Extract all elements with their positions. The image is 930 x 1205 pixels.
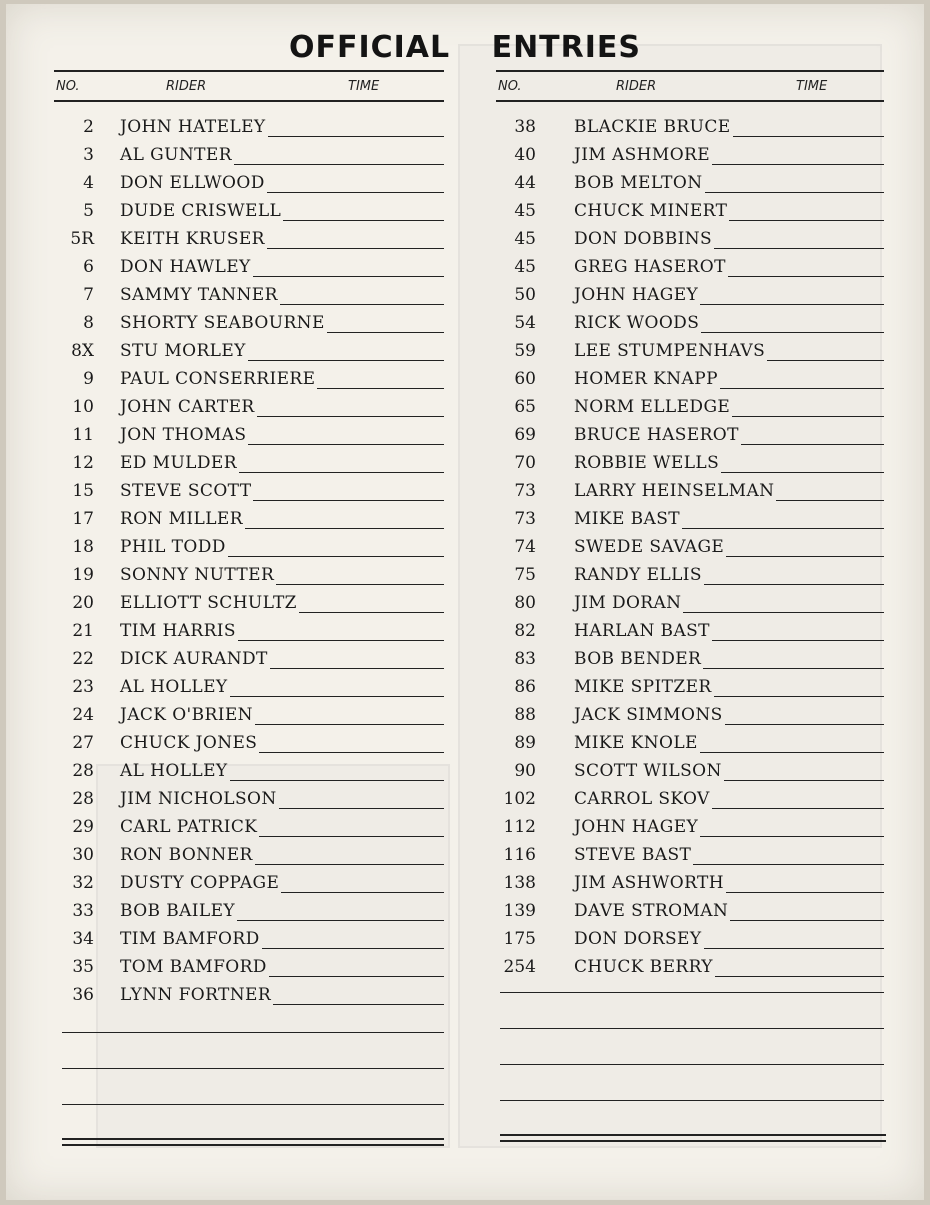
entry-number: 23 — [72, 677, 94, 697]
entry-row — [54, 786, 444, 814]
entry-number: 24 — [72, 705, 94, 725]
rider-name: DON DOBBINS — [574, 229, 713, 249]
entry-row — [54, 198, 444, 226]
entry-row — [496, 674, 884, 702]
entry-number: 38 — [514, 117, 536, 137]
rider-name: STU MORLEY — [120, 341, 246, 361]
blank-entry-line — [62, 1032, 444, 1033]
entry-row — [496, 534, 884, 562]
rider-name: JACK O'BRIEN — [120, 705, 253, 725]
entry-number: 74 — [514, 537, 536, 557]
entry-number: 6 — [83, 257, 94, 277]
entry-number: 4 — [83, 173, 94, 193]
rider-name: AL GUNTER — [120, 145, 232, 165]
time-entry-line — [253, 276, 444, 277]
entry-number: 27 — [72, 733, 94, 753]
time-entry-line — [280, 304, 444, 305]
rider-name: SONNY NUTTER — [120, 565, 275, 585]
entries-list — [496, 114, 884, 982]
entry-row — [54, 814, 444, 842]
entry-number: 29 — [72, 817, 94, 837]
entry-row — [54, 478, 444, 506]
time-entry-line — [299, 612, 444, 613]
rider-name: AL HOLLEY — [120, 761, 228, 781]
entry-number: 7 — [83, 285, 94, 305]
entry-row — [496, 226, 884, 254]
blank-entry-line — [500, 992, 884, 993]
rider-name: STEVE BAST — [574, 845, 692, 865]
blank-entry-line — [500, 1028, 884, 1029]
rider-name: DUDE CRISWELL — [120, 201, 282, 221]
time-entry-line — [728, 276, 884, 277]
entry-number: 45 — [514, 201, 536, 221]
rider-name: BOB BENDER — [574, 649, 702, 669]
header-time: TIME — [348, 79, 380, 94]
time-entry-line — [726, 556, 884, 557]
rider-name: STEVE SCOTT — [120, 481, 252, 501]
column-header — [496, 70, 884, 102]
time-entry-line — [270, 668, 444, 669]
entry-row — [496, 338, 884, 366]
entry-number: 8 — [83, 313, 94, 333]
time-entry-line — [327, 332, 444, 333]
entry-row — [496, 786, 884, 814]
entry-number: 18 — [72, 537, 94, 557]
time-entry-line — [721, 472, 884, 473]
entry-row — [54, 506, 444, 534]
entry-number: 20 — [72, 593, 94, 613]
entry-number: 70 — [514, 453, 536, 473]
time-entry-line — [248, 360, 444, 361]
rider-name: LARRY HEINSELMAN — [574, 481, 775, 501]
rider-name: MIKE KNOLE — [574, 733, 698, 753]
entry-number: 35 — [72, 957, 94, 977]
entry-row — [54, 254, 444, 282]
time-entry-line — [714, 696, 884, 697]
entry-number: 73 — [514, 509, 536, 529]
entry-row — [496, 870, 884, 898]
entry-number: 28 — [72, 761, 94, 781]
entry-row — [496, 590, 884, 618]
entry-number: 28 — [72, 789, 94, 809]
entry-row — [496, 814, 884, 842]
time-entry-line — [712, 640, 884, 641]
entry-row — [496, 282, 884, 310]
bottom-rule — [500, 1134, 886, 1142]
time-entry-line — [230, 696, 444, 697]
time-entry-line — [248, 444, 444, 445]
entry-number: 69 — [514, 425, 536, 445]
time-entry-line — [705, 192, 884, 193]
rider-name: JIM ASHWORTH — [574, 873, 724, 893]
entry-number: 65 — [514, 397, 536, 417]
entry-row — [496, 394, 884, 422]
rider-name: DAVE STROMAN — [574, 901, 729, 921]
entry-number: 254 — [503, 957, 536, 977]
rider-name: JACK SIMMONS — [574, 705, 723, 725]
time-entry-line — [237, 920, 444, 921]
entry-row — [496, 114, 884, 142]
time-entry-line — [228, 556, 444, 557]
entry-row — [54, 282, 444, 310]
entry-number: 45 — [514, 229, 536, 249]
time-entry-line — [267, 248, 444, 249]
entry-number: 175 — [503, 929, 536, 949]
header-rider: RIDER — [166, 79, 207, 94]
entry-number: 33 — [72, 901, 94, 921]
column-header — [54, 70, 444, 102]
time-entry-line — [767, 360, 884, 361]
rider-name: JIM DORAN — [574, 593, 682, 613]
entry-number: 50 — [514, 285, 536, 305]
time-entry-line — [273, 1004, 444, 1005]
time-entry-line — [269, 976, 444, 977]
entry-number: 40 — [514, 145, 536, 165]
entry-number: 11 — [72, 425, 94, 445]
entry-row — [496, 478, 884, 506]
entry-number: 80 — [514, 593, 536, 613]
entry-row — [54, 870, 444, 898]
rider-name: CARL PATRICK — [120, 817, 258, 837]
time-entry-line — [730, 920, 884, 921]
entry-number: 21 — [72, 621, 94, 641]
entry-row — [54, 842, 444, 870]
rider-name: RANDY ELLIS — [574, 565, 702, 585]
entry-number: 3 — [83, 145, 94, 165]
rider-name: NORM ELLEDGE — [574, 397, 731, 417]
entry-row — [496, 618, 884, 646]
rider-name: JOHN HATELEY — [120, 117, 266, 137]
rider-name: GREG HASEROT — [574, 257, 726, 277]
entry-row — [496, 730, 884, 758]
entry-number: 54 — [514, 313, 536, 333]
entry-number: 73 — [514, 481, 536, 501]
time-entry-line — [704, 948, 884, 949]
rider-name: TIM BAMFORD — [120, 929, 260, 949]
entry-number: 22 — [72, 649, 94, 669]
entry-number: 8X — [71, 341, 94, 361]
time-entry-line — [276, 584, 444, 585]
entry-row — [496, 898, 884, 926]
header-no: NO. — [498, 79, 522, 94]
entry-row — [496, 758, 884, 786]
blank-entry-line — [500, 1100, 884, 1101]
entry-number: 116 — [503, 845, 536, 865]
entry-number: 12 — [72, 453, 94, 473]
entry-row — [54, 170, 444, 198]
time-entry-line — [230, 780, 444, 781]
entry-row — [54, 310, 444, 338]
entry-number: 44 — [514, 173, 536, 193]
blank-entry-line — [500, 1064, 884, 1065]
time-entry-line — [729, 220, 884, 221]
entry-number: 82 — [514, 621, 536, 641]
rider-name: PAUL CONSERRIERE — [120, 369, 316, 389]
entry-row — [496, 254, 884, 282]
entry-number: 60 — [514, 369, 536, 389]
time-entry-line — [257, 416, 444, 417]
rider-name: JON THOMAS — [120, 425, 247, 445]
rider-name: JIM NICHOLSON — [120, 789, 277, 809]
entry-row — [496, 702, 884, 730]
rider-name: RON BONNER — [120, 845, 253, 865]
time-entry-line — [732, 416, 884, 417]
rider-name: RICK WOODS — [574, 313, 700, 333]
time-entry-line — [317, 388, 444, 389]
entry-row — [496, 842, 884, 870]
time-entry-line — [682, 528, 884, 529]
entry-row — [54, 646, 444, 674]
entries-column-left — [54, 70, 444, 1010]
header-no: NO. — [56, 79, 80, 94]
rider-name: JOHN HAGEY — [574, 285, 699, 305]
entry-row — [54, 338, 444, 366]
rider-name: HARLAN BAST — [574, 621, 710, 641]
entry-number: 139 — [503, 901, 536, 921]
entry-number: 102 — [503, 789, 536, 809]
entry-row — [54, 898, 444, 926]
blank-entry-line — [62, 1068, 444, 1069]
entry-row — [54, 450, 444, 478]
program-page — [6, 4, 924, 1200]
time-entry-line — [259, 836, 444, 837]
rider-name: HOMER KNAPP — [574, 369, 718, 389]
entry-number: 138 — [503, 873, 536, 893]
entry-number: 83 — [514, 649, 536, 669]
entry-row — [54, 534, 444, 562]
rider-name: BOB BAILEY — [120, 901, 236, 921]
entry-number: 5 — [83, 201, 94, 221]
time-entry-line — [703, 668, 884, 669]
entry-number: 89 — [514, 733, 536, 753]
page-title: OFFICIAL ENTRIES — [288, 30, 642, 65]
time-entry-line — [279, 808, 444, 809]
entry-row — [54, 730, 444, 758]
time-entry-line — [259, 752, 444, 753]
rider-name: MIKE BAST — [574, 509, 680, 529]
rider-name: JIM ASHMORE — [574, 145, 711, 165]
entry-row — [496, 142, 884, 170]
time-entry-line — [683, 612, 884, 613]
entry-row — [54, 674, 444, 702]
blank-entry-line — [62, 1104, 444, 1105]
entry-row — [54, 226, 444, 254]
entry-row — [496, 450, 884, 478]
time-entry-line — [725, 724, 884, 725]
entry-number: 2 — [83, 117, 94, 137]
rider-name: CHUCK BERRY — [574, 957, 713, 977]
time-entry-line — [700, 752, 884, 753]
entry-row — [54, 926, 444, 954]
entry-row — [496, 310, 884, 338]
time-entry-line — [733, 136, 884, 137]
time-entry-line — [712, 808, 884, 809]
rider-name: CARROL SKOV — [574, 789, 710, 809]
entry-row — [496, 506, 884, 534]
rider-name: ELLIOTT SCHULTZ — [120, 593, 297, 613]
entry-row — [54, 618, 444, 646]
entry-row — [54, 114, 444, 142]
rider-name: LYNN FORTNER — [120, 985, 272, 1005]
entry-number: 19 — [72, 565, 94, 585]
time-entry-line — [253, 500, 444, 501]
rider-name: MIKE SPITZER — [574, 677, 712, 697]
rider-name: TOM BAMFORD — [120, 957, 267, 977]
bottom-rule — [62, 1138, 444, 1146]
entry-number: 112 — [503, 817, 536, 837]
rider-name: LEE STUMPENHAVS — [574, 341, 766, 361]
rider-name: ED MULDER — [120, 453, 237, 473]
time-entry-line — [262, 948, 444, 949]
entry-row — [496, 926, 884, 954]
time-entry-line — [693, 864, 884, 865]
time-entry-line — [724, 780, 884, 781]
entry-number: 59 — [514, 341, 536, 361]
rider-name: BLACKIE BRUCE — [574, 117, 731, 137]
entry-row — [54, 422, 444, 450]
rider-name: BRUCE HASEROT — [574, 425, 739, 445]
time-entry-line — [701, 332, 884, 333]
entry-number: 17 — [72, 509, 94, 529]
rider-name: JOHN CARTER — [120, 397, 255, 417]
rider-name: JOHN HAGEY — [574, 817, 699, 837]
entry-number: 10 — [72, 397, 94, 417]
header-rider: RIDER — [616, 79, 657, 94]
rider-name: SHORTY SEABOURNE — [120, 313, 325, 333]
entry-row — [54, 562, 444, 590]
entry-row — [496, 366, 884, 394]
entry-row — [496, 170, 884, 198]
entries-list — [54, 114, 444, 1010]
time-entry-line — [281, 892, 444, 893]
entry-row — [496, 198, 884, 226]
time-entry-line — [726, 892, 884, 893]
time-entry-line — [741, 444, 884, 445]
entry-number: 5R — [70, 229, 94, 249]
time-entry-line — [700, 836, 884, 837]
time-entry-line — [234, 164, 444, 165]
rider-name: DUSTY COPPAGE — [120, 873, 280, 893]
rider-name: SWEDE SAVAGE — [574, 537, 725, 557]
entry-row — [496, 954, 884, 982]
time-entry-line — [267, 192, 444, 193]
rider-name: AL HOLLEY — [120, 677, 228, 697]
time-entry-line — [239, 472, 444, 473]
entry-number: 32 — [72, 873, 94, 893]
entry-row — [54, 982, 444, 1010]
rider-name: CHUCK MINERT — [574, 201, 728, 221]
entry-number: 45 — [514, 257, 536, 277]
entry-row — [54, 590, 444, 618]
time-entry-line — [712, 164, 884, 165]
entry-number: 75 — [514, 565, 536, 585]
time-entry-line — [255, 864, 444, 865]
entry-number: 15 — [72, 481, 94, 501]
time-entry-line — [255, 724, 444, 725]
time-entry-line — [714, 248, 884, 249]
entry-number: 90 — [514, 761, 536, 781]
entry-row — [496, 646, 884, 674]
rider-name: KEITH KRUSER — [120, 229, 265, 249]
entries-column-right — [496, 70, 884, 982]
rider-name: DON ELLWOOD — [120, 173, 265, 193]
entry-number: 9 — [83, 369, 94, 389]
entry-row — [54, 366, 444, 394]
entry-row — [54, 394, 444, 422]
entry-number: 30 — [72, 845, 94, 865]
rider-name: DON HAWLEY — [120, 257, 251, 277]
entry-row — [496, 562, 884, 590]
time-entry-line — [283, 220, 444, 221]
rider-name: CHUCK JONES — [120, 733, 258, 753]
rider-name: PHIL TODD — [120, 537, 226, 557]
rider-name: BOB MELTON — [574, 173, 703, 193]
rider-name: DON DORSEY — [574, 929, 702, 949]
time-entry-line — [245, 528, 444, 529]
rider-name: TIM HARRIS — [120, 621, 236, 641]
time-entry-line — [238, 640, 444, 641]
entry-number: 34 — [72, 929, 94, 949]
entry-row — [54, 142, 444, 170]
entry-number: 86 — [514, 677, 536, 697]
time-entry-line — [776, 500, 884, 501]
rider-name: SAMMY TANNER — [120, 285, 278, 305]
time-entry-line — [704, 584, 884, 585]
rider-name: ROBBIE WELLS — [574, 453, 720, 473]
entry-number: 88 — [514, 705, 536, 725]
time-entry-line — [715, 976, 884, 977]
entry-number: 36 — [72, 985, 94, 1005]
entry-row — [54, 758, 444, 786]
rider-name: SCOTT WILSON — [574, 761, 722, 781]
time-entry-line — [720, 388, 884, 389]
entry-row — [496, 422, 884, 450]
rider-name: DICK AURANDT — [120, 649, 268, 669]
time-entry-line — [268, 136, 444, 137]
time-entry-line — [700, 304, 884, 305]
rider-name: RON MILLER — [120, 509, 243, 529]
header-time: TIME — [796, 79, 828, 94]
entry-row — [54, 954, 444, 982]
entry-row — [54, 702, 444, 730]
